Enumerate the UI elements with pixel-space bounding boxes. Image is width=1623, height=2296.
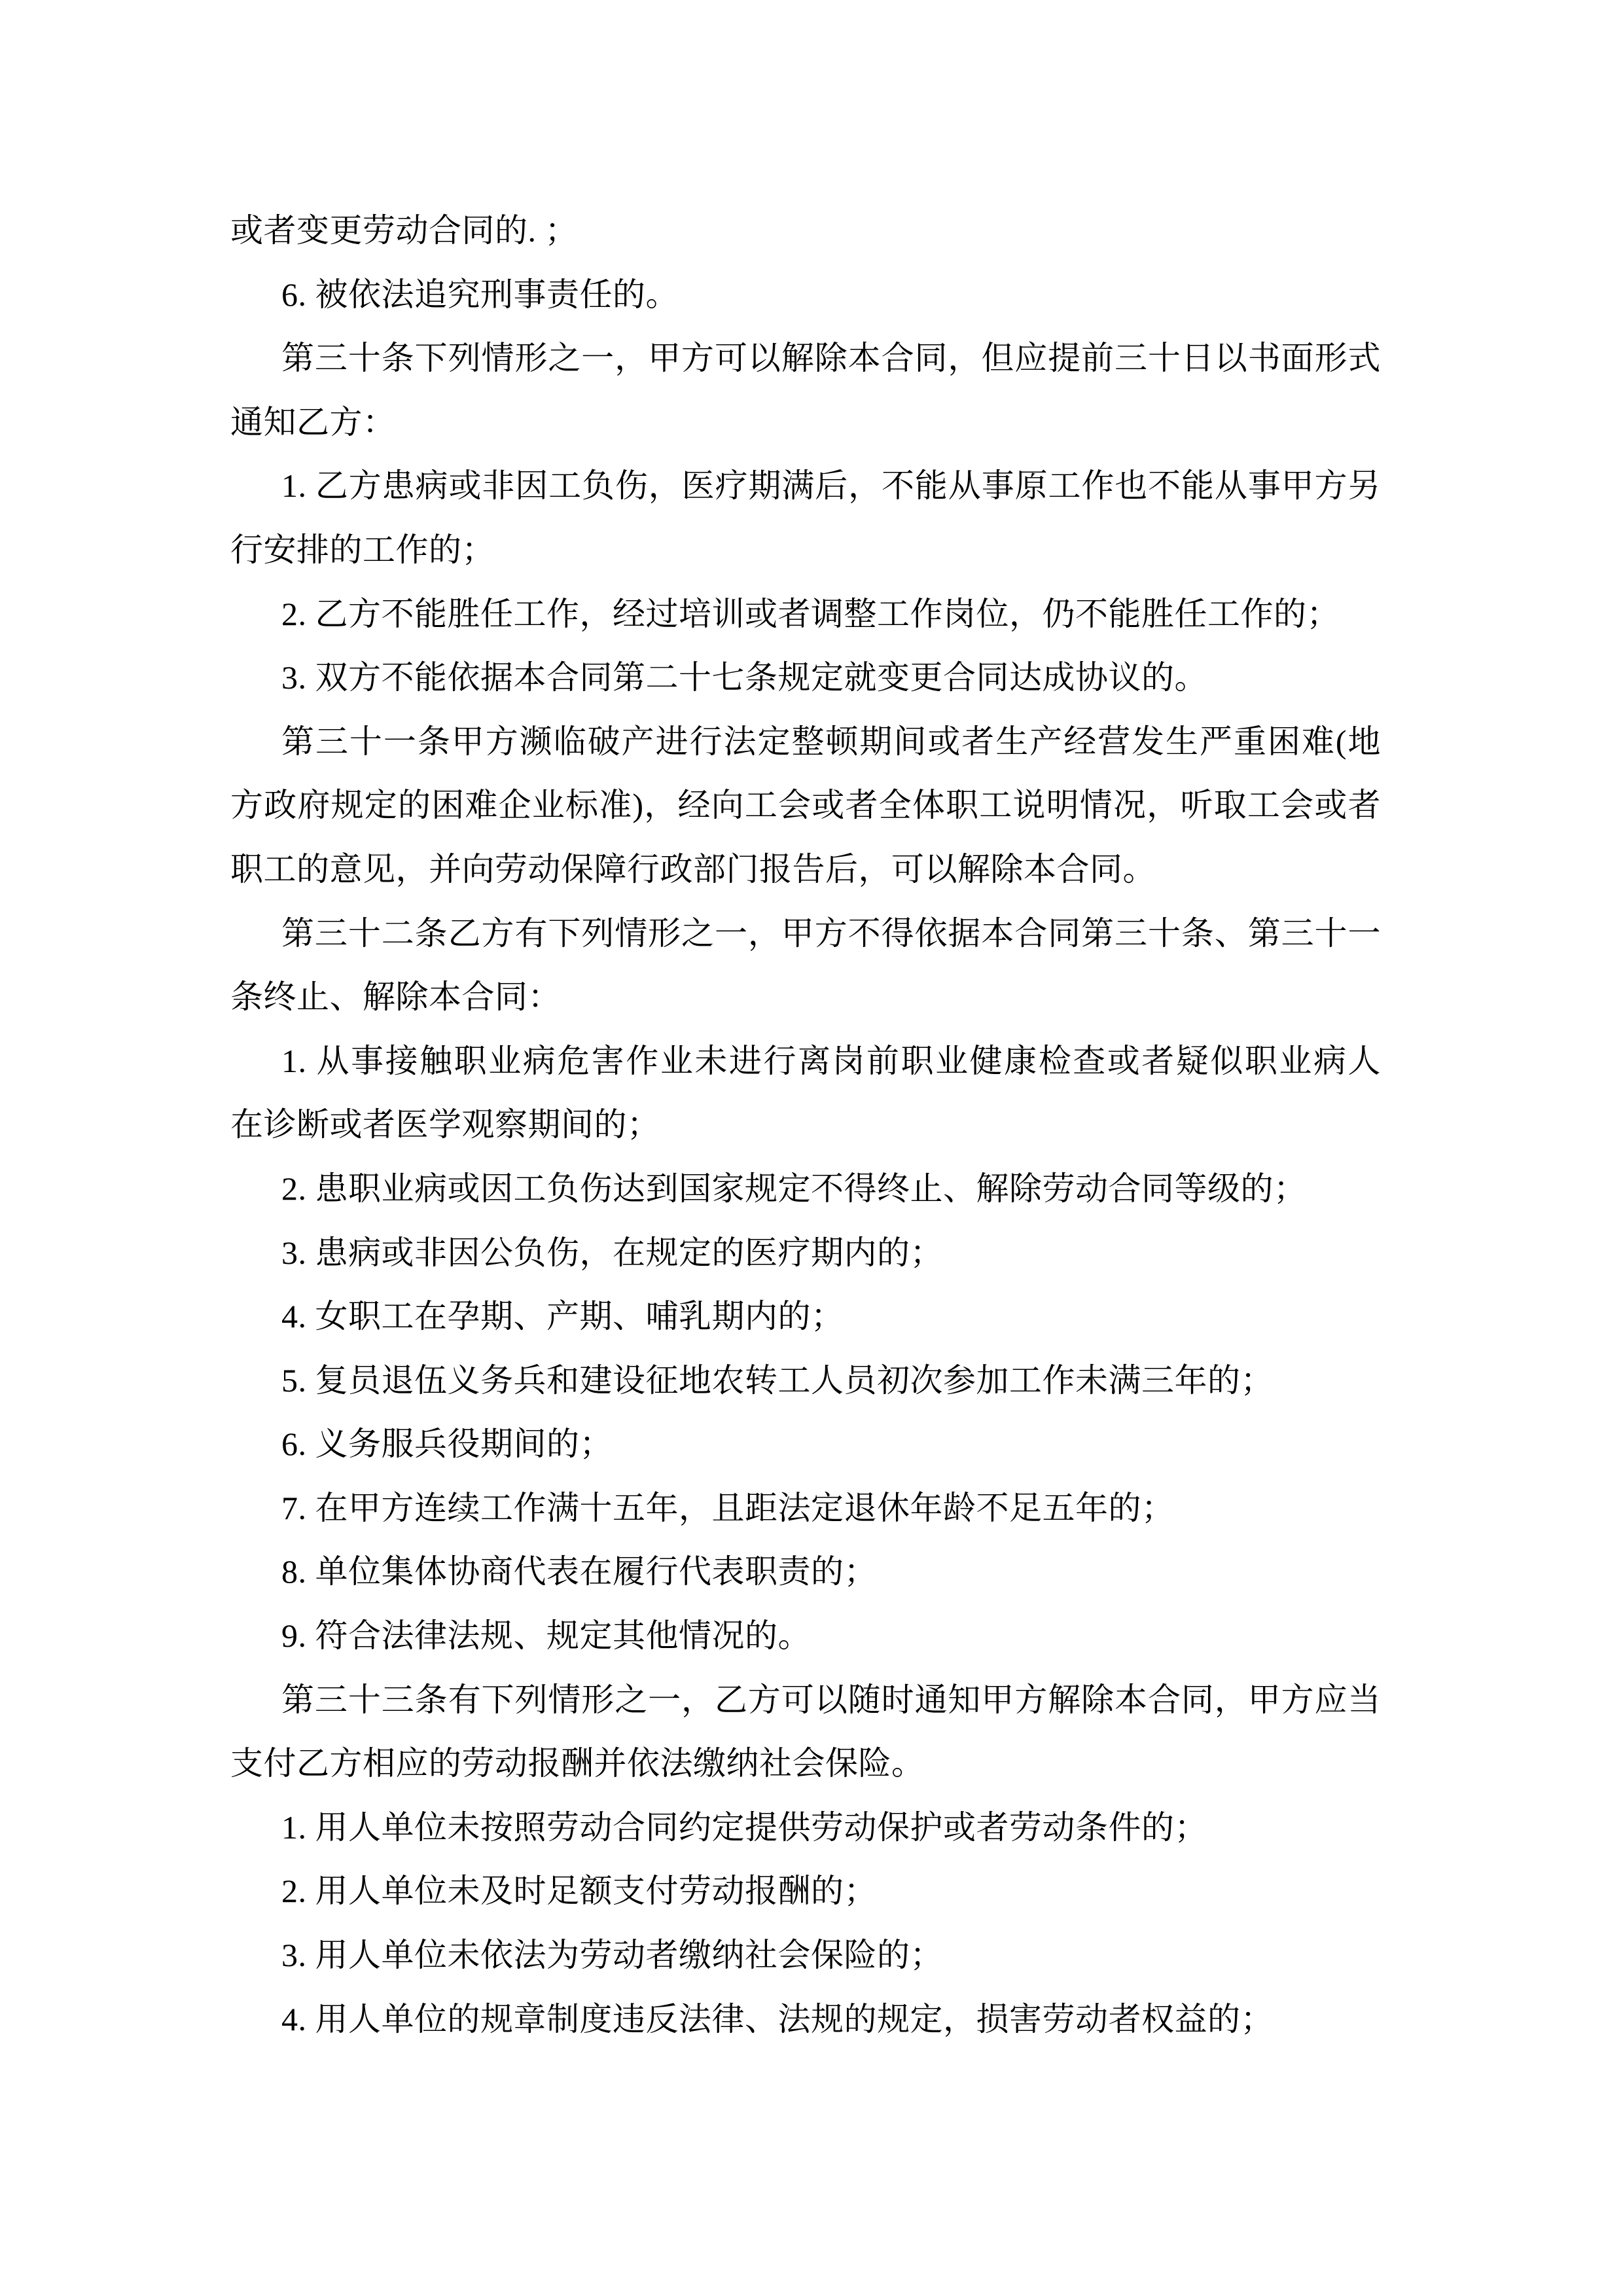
text-line: 3. 患病或非因公负伤，在规定的医疗期内的； — [281, 1234, 943, 1271]
text-line: 2. 乙方不能胜任工作，经过培训或者调整工作岗位，仍不能胜任工作的； — [281, 595, 1340, 632]
text-line: 第三十三条有下列情形之一，乙方可以随时通知甲方解除本合同，甲方应当 — [281, 1681, 1381, 1718]
text-line: 第三十一条甲方濒临破产进行法定整顿期间或者生产经营发生严重困难(地 — [281, 723, 1381, 760]
text-line: 1. 乙方患病或非因工负伤，医疗期满后，不能从事原工作也不能从事甲方另 — [281, 467, 1381, 505]
text-line: 第三十二条乙方有下列情形之一，甲方不得依据本合同第三十条、第三十一 — [281, 914, 1381, 952]
text-line: 8. 单位集体协商代表在履行代表职责的； — [281, 1553, 877, 1590]
text-line: 第三十条下列情形之一，甲方可以解除本合同，但应提前三十日以书面形式 — [281, 340, 1381, 377]
text-line: 5. 复员退伍义务兵和建设征地农转工人员初次参加工作未满三年的； — [281, 1361, 1274, 1399]
text-line: 6. 义务服兵役期间的； — [281, 1426, 613, 1463]
text-line: 9. 符合法律法规、规定其他情况的。 — [281, 1617, 811, 1655]
text-line: 条终止、解除本合同： — [230, 978, 561, 1016]
text-line: 或者变更劳动合同的. ； — [230, 212, 578, 249]
text-line: 6. 被依法追究刑事责任的。 — [281, 276, 679, 313]
text-line: 3. 双方不能依据本合同第二十七条规定就变更合同达成协议的。 — [281, 659, 1207, 696]
text-line: 职工的意见，并向劳动保障行政部门报告后，可以解除本合同。 — [230, 850, 1156, 888]
text-line: 支付乙方相应的劳动报酬并依法缴纳社会保险。 — [230, 1745, 925, 1782]
text-line: 7. 在甲方连续工作满十五年，且距法定退休年龄不足五年的； — [281, 1489, 1175, 1526]
text-line: 4. 女职工在孕期、产期、哺乳期内的； — [281, 1298, 844, 1335]
text-line: 方政府规定的困难企业标准)，经向工会或者全体职工说明情况，听取工会或者 — [230, 787, 1381, 824]
text-line: 4. 用人单位的规章制度违反法律、法规的规定，损害劳动者权益的； — [281, 2000, 1274, 2037]
text-line: 3. 用人单位未依法为劳动者缴纳社会保险的； — [281, 1937, 943, 1974]
text-line: 1. 用人单位未按照劳动合同约定提供劳动保护或者劳动条件的； — [281, 1808, 1207, 1846]
text-line: 行安排的工作的； — [230, 531, 495, 568]
text-line: 2. 患职业病或因工负伤达到国家规定不得终止、解除劳动合同等级的； — [281, 1170, 1307, 1207]
text-line: 在诊断或者医学观察期间的； — [230, 1106, 660, 1143]
text-line: 1. 从事接触职业病危害作业未进行离岗前职业健康检查或者疑似职业病人 — [281, 1042, 1381, 1079]
text-line: 通知乙方： — [230, 403, 396, 440]
text-line: 2. 用人单位未及时足额支付劳动报酬的； — [281, 1873, 877, 1910]
